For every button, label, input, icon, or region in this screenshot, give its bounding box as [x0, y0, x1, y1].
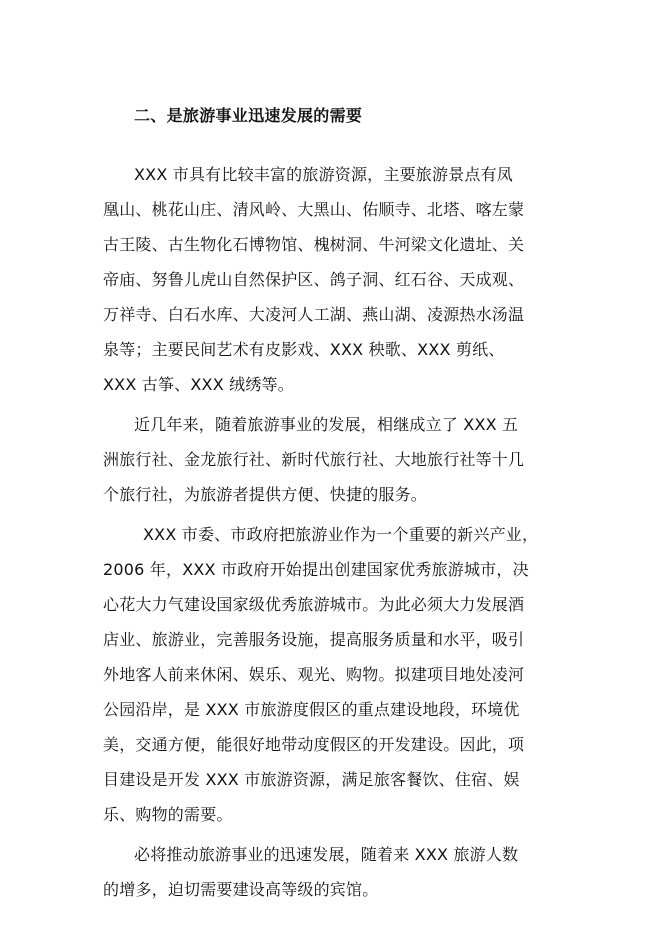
paragraph-1-line-1: XXX 市具有比较丰富的旅游资源，主要旅游景点有凤 — [134, 165, 513, 184]
paragraph-3-line-8: 目建设是开发 XXX 市旅游资源，满足旅客餐饮、住宿、娱 — [103, 770, 520, 789]
paragraph-3-line-3: 心花大力气建设国家级优秀旅游城市。为此必须大力发展酒 — [103, 595, 525, 614]
paragraph-4-line-1: 必将推动旅游事业的迅速发展，随着来 XXX 旅游人数 — [134, 845, 519, 864]
paragraph-2-line-2: 洲旅行社、金龙旅行社、新时代旅行社、大地旅行社等十几 — [103, 450, 525, 469]
paragraph-3-line-2: 2006 年，XXX 市政府开始提出创建国家优秀旅游城市，决 — [103, 560, 529, 579]
paragraph-3-line-7: 美，交通方便，能很好地带动度假区的开发建设。因此，项 — [103, 735, 525, 754]
paragraph-1-line-3: 古王陵、古生物化石博物馆、槐树洞、牛河梁文化遗址、关 — [103, 235, 525, 254]
paragraph-4-line-2: 的增多，迫切需要建设高等级的宾馆。 — [103, 880, 379, 899]
paragraph-3-line-5: 外地客人前来休闲、娱乐、观光、购物。拟建项目地处凌河 — [103, 665, 525, 684]
paragraph-3-line-6: 公园沿岸，是 XXX 市旅游度假区的重点建设地段，环境优 — [103, 700, 520, 719]
paragraph-1-line-6: 泉等；主要民间艺术有皮影戏、XXX 秧歌、XXX 剪纸、 — [103, 340, 505, 359]
paragraph-2-line-3: 个旅行社，为旅游者提供方便、快捷的服务。 — [103, 485, 428, 504]
section-heading: 二、是旅游事业迅速发展的需要 — [134, 106, 363, 125]
paragraph-3-line-1: XXX 市委、市政府把旅游业作为一个重要的新兴产业， — [143, 525, 539, 544]
paragraph-1-line-7: XXX 古筝、XXX 绒绣等。 — [103, 375, 294, 394]
paragraph-1-line-4: 帝庙、努鲁儿虎山自然保护区、鸽子洞、红石谷、天成观、 — [103, 270, 525, 289]
paragraph-3-line-9: 乐、购物的需要。 — [103, 805, 233, 824]
paragraph-1-line-2: 凰山、桃花山庄、清风岭、大黑山、佑顺寺、北塔、喀左蒙 — [103, 200, 525, 219]
paragraph-1-line-5: 万祥寺、白石水库、大凌河人工湖、燕山湖、凌源热水汤温 — [103, 305, 525, 324]
paragraph-2-line-1: 近几年来，随着旅游事业的发展，相继成立了 XXX 五 — [134, 415, 519, 434]
paragraph-3-line-4: 店业、旅游业，完善服务设施，提高服务质量和水平，吸引 — [103, 630, 525, 649]
